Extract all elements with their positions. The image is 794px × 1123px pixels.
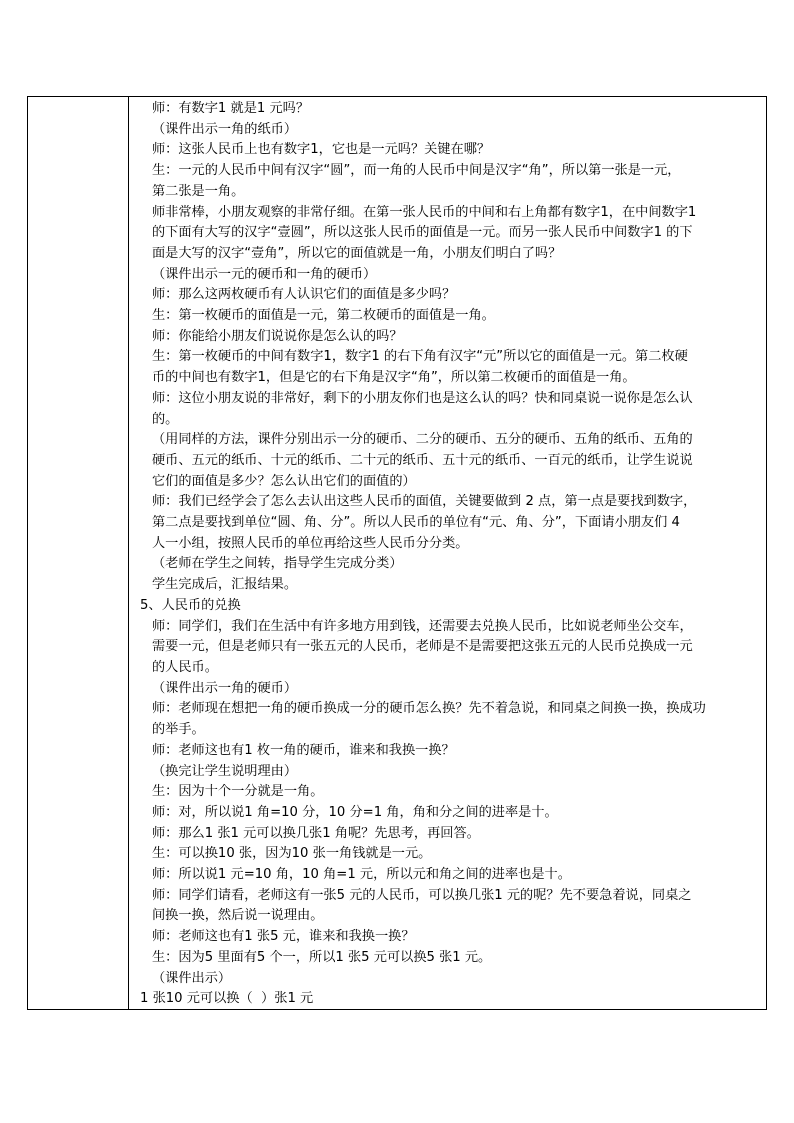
text-line: （老师在学生之间转，指导学生完成分类） — [152, 556, 403, 572]
text-line: 面是大写的汉字“壹角”，所以它的面值就是一角，小朋友们明白了吗？ — [152, 245, 562, 261]
text-line: 间换一换，然后说一说理由。 — [152, 908, 324, 924]
table-content-cell — [130, 97, 766, 1009]
text-line: 第二点是要找到单位“圆、角、分”。所以人民币的单位有“元、角、分”，下面请小朋友们 4 — [152, 515, 680, 531]
text-line: 师：那么这两枚硬币有人认识它们的面值是多少吗？ — [152, 287, 456, 303]
text-line: 生：因为5 里面有5 个一，所以1 张5 元可以换5 张1 元。 — [152, 949, 492, 965]
text-line: 人一小组，按照人民币的单位再给这些人民币分分类。 — [152, 535, 469, 551]
text-line: 师：有数字1 就是1 元吗？ — [152, 101, 310, 116]
text-line: 生：因为十个一分就是一角。 — [152, 784, 324, 800]
text-line: 1 张10 元可以换（ ）张1 元 — [140, 991, 314, 1007]
text-line: 币的中间也有数字1，但是它的右下角是汉字“角”，所以第二枚硬币的面值是一角。 — [152, 370, 636, 386]
text-line: 生：可以换10 张，因为10 张一角钱就是一元。 — [152, 846, 432, 862]
text-line: （课件出示一角的纸币） — [152, 121, 298, 137]
text-line: 的人民币。 — [152, 659, 218, 675]
text-line: 师：对，所以说1 角=10 分，10 分=1 角，角和分之间的进率是十。 — [152, 804, 558, 820]
text-line: 师：那么1 张1 元可以换几张1 角呢？先思考，再回答。 — [152, 825, 480, 841]
text-line: 师：这位小朋友说的非常好，剩下的小朋友你们也是这么认的吗？快和同桌说一说你是怎么认 — [152, 390, 693, 406]
text-line: （课件出示一角的硬币） — [152, 680, 298, 696]
text-line: 的举手。 — [152, 722, 205, 738]
text-line: 的。 — [152, 411, 179, 427]
text-line: 师：老师这也有1 张5 元，谁来和我换一换？ — [152, 929, 415, 945]
text-line: （课件出示） — [152, 970, 232, 986]
text-line: 生：一元的人民币中间有汉字“圆”，而一角的人民币中间是汉字“角”，所以第一张是一元， — [152, 163, 681, 179]
text-line: 生：第一枚硬币的中间有数字1，数字1 的右下角有汉字“元”所以它的面值是一元。第二枚硬 — [152, 349, 688, 365]
text-line: 师：所以说1 元=10 角，10 角=1 元，所以元和角之间的进率也是十。 — [152, 867, 571, 883]
text-line: 师：你能给小朋友们说说你是怎么认的吗？ — [152, 328, 403, 344]
text-line: 师非常棒，小朋友观察的非常仔细。在第一张人民币的中间和右上角都有数字1，在中间数字1 — [152, 204, 697, 220]
text-line: 师：老师这也有1 枚一角的硬币，谁来和我换一换？ — [152, 742, 455, 758]
table-left-column — [28, 97, 129, 1009]
text-line: 需要一元，但是老师只有一张五元的人民币，老师是不是需要把这张五元的人民币兑换成一元 — [152, 639, 693, 655]
text-line: （用同样的方法，课件分别出示一分的硬币、二分的硬币、五分的硬币、五角的纸币、五角的 — [152, 432, 693, 448]
text-line: （换完让学生说明理由） — [152, 763, 298, 779]
text-line: 师：老师现在想把一角的硬币换成一分的硬币怎么换？先不着急说，和同桌之间换一换，换成功 — [152, 701, 706, 717]
text-line: 的下面有大写的汉字“壹圆”，所以这张人民币的面值是一元。而另一张人民币中间数字1 的下 — [152, 225, 693, 241]
text-line: 它们的面值是多少？怎么认出它们的面值的） — [152, 473, 416, 489]
text-line: 师：同学们请看，老师这有一张5 元的人民币，可以换几张1 元的呢？先不要急着说，同桌之 — [152, 887, 692, 903]
text-line: （课件出示一元的硬币和一角的硬币） — [152, 266, 377, 282]
text-line: 生：第一枚硬币的面值是一元，第二枚硬币的面值是一角。 — [152, 308, 495, 324]
text-line: 第二张是一角。 — [152, 183, 245, 199]
text-line: 师：这张人民币上也有数字1，它也是一元吗？关键在哪？ — [152, 142, 491, 158]
text-line: 师：我们已经学会了怎么去认出这些人民币的面值，关键要做到 2 点，第一点是要找到数字， — [152, 494, 697, 510]
lesson-table — [27, 96, 767, 1010]
text-line: 学生完成后，汇报结果。 — [152, 577, 298, 593]
text-line: 5、人民币的兑换 — [140, 597, 241, 613]
text-line: 硬币、五元的纸币、十元的纸币、二十元的纸币、五十元的纸币、一百元的纸币，让学生说说 — [152, 452, 693, 468]
text-line: 师：同学们，我们在生活中有许多地方用到钱，还需要去兑换人民币，比如说老师坐公交车， — [152, 618, 693, 634]
